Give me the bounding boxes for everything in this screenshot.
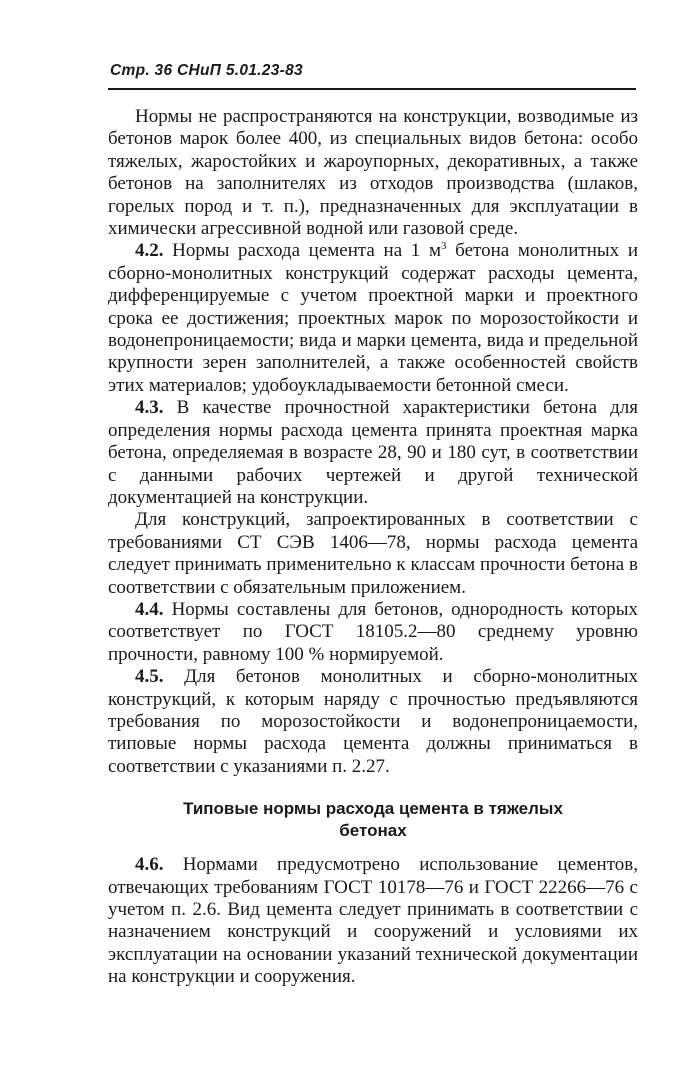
- section-title-line-2: бетонах: [339, 821, 407, 841]
- paragraph-4-2: [108, 240, 638, 397]
- paragraph-4-2-text-after: бетона монолитных и сборно-монолитных конструкций содержат расходы цемента, дифференцируемые с учетом проектной марки и проектного срока ее достижения; проектных марок по морозостойкости и водонепроницаемости; вида и марки цемента, вида и предельной крупности зерен заполнителей, а также особенностей свойств этих материалов; удобоукладываемости бетонной смеси.: [108, 240, 638, 396]
- page-header: Стр. 36 СНиП 5.01.23-83: [110, 62, 303, 79]
- section-title-line-1: Типовые нормы расхода цемента в тяжелых: [183, 799, 563, 819]
- section-title: [108, 798, 638, 842]
- clause-number-4-6: 4.6.: [135, 854, 164, 876]
- clause-number-4-5: 4.5.: [135, 666, 164, 688]
- clause-number-4-4: 4.4.: [135, 598, 164, 620]
- paragraph-4-3-text: В качестве прочностной характеристики бетона для определения нормы расхода цемента принята проектная марка бетона, определяемая в возрасте 28, 90 и 180 сут, в соответствии с данными рабочих чертежей и другой технической документацией на конструкции.: [108, 397, 638, 508]
- clause-number-4-3: 4.3.: [135, 397, 164, 419]
- header-rule: [108, 88, 636, 90]
- cubic-superscript: 3: [441, 240, 447, 253]
- paragraph-4-4: [108, 599, 638, 666]
- paragraph-4-6: [108, 854, 638, 988]
- clause-number-4-2: 4.2.: [135, 240, 164, 262]
- paragraph-4-2-text-before: Нормы расхода цемента на 1 м: [163, 240, 441, 262]
- paragraph-4-6-text: Нормами предусмотрено использование цементов, отвечающих требованиям ГОСТ 10178—76 и ГОСТ 22266—76 с учетом п. 2.6. Вид цемента следует принимать в соответствии с назначением конструкций и сооружений и условиями их эксплуатации на основании указаний технической документации на конструкции и сооружения.: [108, 854, 638, 988]
- paragraph-4-5: [108, 666, 638, 778]
- paragraph-4-5-text: Для бетонов монолитных и сборно-монолитных конструкций, к которым наряду с прочностью предъявляются требования по морозостойкости и водонепроницаемости, типовые нормы расхода цемента должны приниматься в соответствии с указаниями п. 2.27.: [108, 666, 638, 777]
- paragraph-4-4-text: Нормы составлены для бетонов, однородность которых соответствует по ГОСТ 18105.2—80 среднему уровню прочности, равному 100 % нормируемой.: [108, 598, 638, 665]
- intro-paragraph: Нормы не распространяются на конструкции, возводимые из бетонов марок более 400, из специальных видов бетона: особо тяжелых, жаростойких и жароупорных, декоративных, а также бетонов на заполнителях из отходов производства (шлаков, горелых пород и т. п.), предназначенных для эксплуатации в химически агрессивной водной или газовой среде.: [108, 106, 638, 240]
- paragraph-4-3-continued: Для конструкций, запроектированных в соответствии с требованиями СТ СЭВ 1406—78, нормы расхода цемента следует принимать применительно к классам прочности бетона в соответствии с обязательным приложением.: [108, 509, 638, 598]
- page-content: [108, 106, 638, 989]
- paragraph-4-3: [108, 397, 638, 509]
